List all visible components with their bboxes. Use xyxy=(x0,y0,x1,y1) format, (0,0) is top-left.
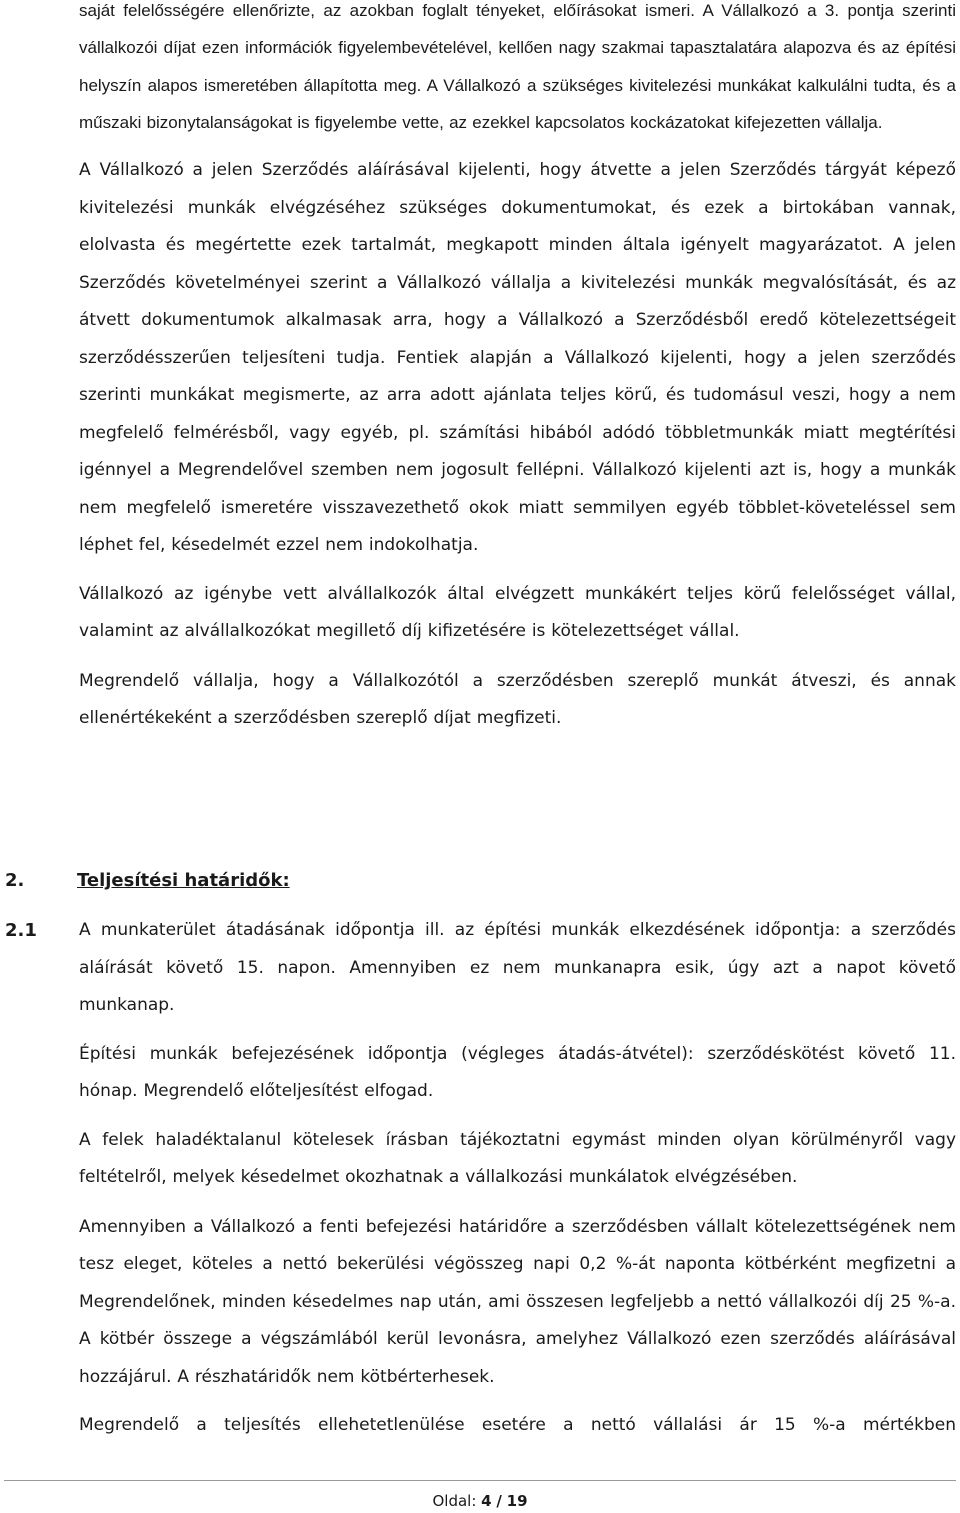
subsection-paragraph-4: Amennyiben a Vállalkozó a fenti befejezési határidőre a szerződésben vállalt kötelezettségének nem tesz eleget, köteles a nettó bekerülési végösszeg napi 0,2 %-át naponta kötbérként megfizetni a Megrendelőnek, minden késedelmes nap után, ami összesen legfeljebb a nettó vállalkozói díj 25 %-a. A kötbér összege a végszámlából kerül levonásra, amelyhez Vállalkozó ezen szerződés aláírásával hozzájárul. A részhatáridők nem kötbérterhesek. xyxy=(79,1216,956,1387)
subsection-paragraph-2: Építési munkák befejezésének időpontja (végleges átadás-átvétel): szerződéskötést követő 11. hónap. Megrendelő előteljesítést elfogad. xyxy=(79,1043,956,1101)
footer-total-pages: 19 xyxy=(506,1492,528,1510)
subsection-body xyxy=(79,912,956,1445)
paragraph-2: A Vállalkozó a jelen Szerződés aláírásával kijelenti, hogy átvette a jelen Szerződés tárgyát képező kivitelezési munkák elvégzéséhez szükséges dokumentumokat, és ezek a birtokában vannak, elolvasta és megértette ezek tartalmát, megkapott minden általa igényelt magyarázatot. A jelen Szerződés követelményei szerint a Vállalkozó vállalja a kivitelezési munkák megvalósítását, és az átvett dokumentumok alkalmasak arra, hogy a Vállalkozó a Szerződésből eredő kötelezettségeit szerződésszerűen teljesíteni tudja. Fentiek alapján a Vállalkozó kijelenti, hogy a jelen szerződés szerinti munkákat megismerte, az arra adott ajánlata teljes körű, és tudomásul veszi, hogy a nem megfelelő felmérésből, vagy egyéb, pl. számítási hibából adódó többletmunkák miatt megtérítési igénnyel a Megrendelővel szemben nem jogosult fellépni. Vállalkozó kijelenti azt is, hogy a munkák nem megfelelő ismeretére visszavezethető okok miatt semmilyen egyéb többlet-követeléssel sem léphet fel, késedelmét ezzel nem indokolhatja. xyxy=(79,160,956,556)
paragraph-3: Vállalkozó az igénybe vett alvállalkozók által elvégzett munkákért teljes körű felelősséget vállal, valamint az alvállalkozókat megillető díj kifizetésére is kötelezettséget vállal. xyxy=(79,583,956,642)
subsection-number: 2.1 xyxy=(5,920,37,941)
body-text-top xyxy=(79,0,956,738)
section-title: Teljesítési határidők: xyxy=(77,870,290,891)
footer-current-page: 4 xyxy=(481,1492,492,1510)
subsection-paragraph-5: Megrendelő a teljesítés ellehetetlenülése esetére a nettó vállalási ár 15 %-a mértékben xyxy=(79,1415,956,1435)
page-footer xyxy=(0,1490,960,1512)
section-number: 2. xyxy=(5,870,25,891)
paragraph-1: saját felelősségére ellenőrizte, az azokban foglalt tényeket, előírásokat ismeri. A Vállalkozó a 3. pontja szerinti vállalkozói díjat ezen információk figyelembevételével, kellően nagy szakmai tapasztalatára alapozva és az építési helyszín alapos ismeretében állapította meg. A Vállalkozó a szükséges kivitelezési munkákat kalkulálni tudta, és a műszaki bizonytalanságokat is figyelembe vette, az ezekkel kapcsolatos kockázatokat kifejezetten vállalja. xyxy=(79,1,956,132)
footer-separator: / xyxy=(496,1492,502,1510)
paragraph-4: Megrendelő vállalja, hogy a Vállalkozótól a szerződésben szereplő munkát átveszi, és annak ellenértékeként a szerződésben szereplő díjat megfizeti. xyxy=(79,670,956,729)
subsection-paragraph-1: A munkaterület átadásának időpontja ill. az építési munkák elkezdésének időpontja: a szerződés aláírását követő 15. napon. Amennyiben ez nem munkanapra esik, úgy azt a napot követő munkanap. xyxy=(79,920,956,1015)
subsection-paragraph-3: A felek haladéktalanul kötelesek írásban tájékoztatni egymást minden olyan körülményről vagy feltételről, melyek késedelmet okozhatnak a vállalkozási munkálatok elvégzésében. xyxy=(79,1129,956,1187)
section-heading xyxy=(5,866,290,896)
footer-divider xyxy=(4,1480,956,1481)
footer-page-label: Oldal: xyxy=(432,1492,477,1510)
